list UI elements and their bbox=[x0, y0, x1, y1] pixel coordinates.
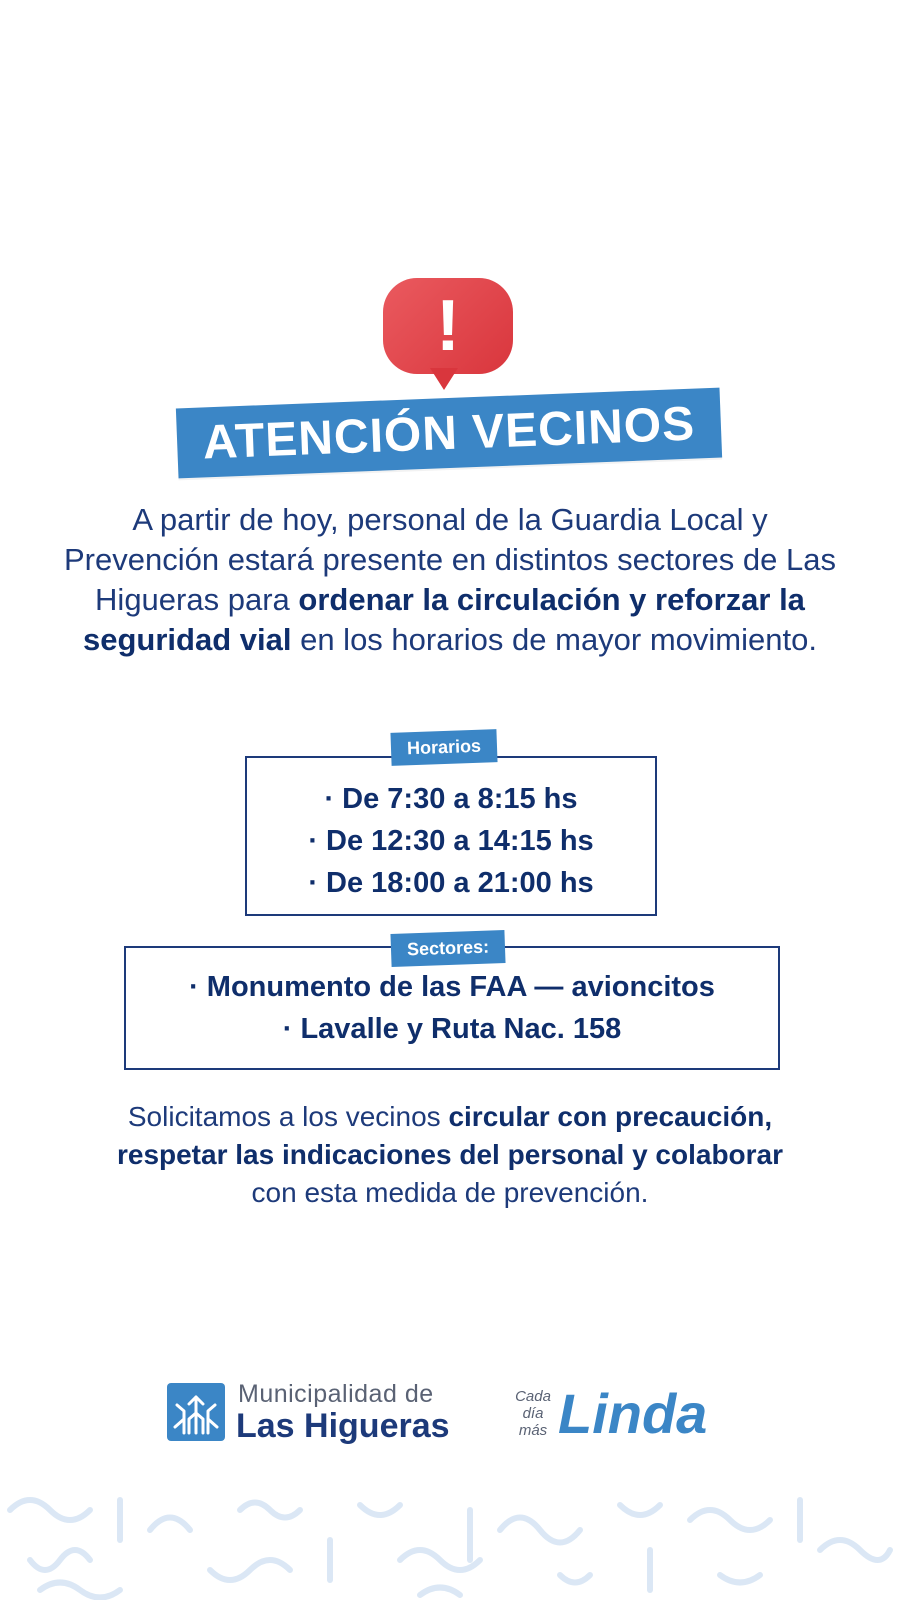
decorative-pattern bbox=[0, 1480, 900, 1600]
tagline-word: día bbox=[522, 1405, 544, 1422]
closing-text-2: con esta medida de prevención. bbox=[251, 1177, 649, 1208]
tagline-big: Linda bbox=[558, 1382, 708, 1445]
tagline-small bbox=[508, 1388, 558, 1439]
closing-bold-1: circular con precaución, respetar las indicaciones del personal y colaborar bbox=[116, 1101, 784, 1170]
schedule-item: · De 12:30 a 14:15 hs bbox=[308, 825, 594, 857]
logo-line-1: Municipalidad de bbox=[238, 1380, 434, 1408]
alert-bubble-tail bbox=[430, 368, 458, 390]
schedule-item: · De 18:00 a 21:00 hs bbox=[308, 867, 594, 899]
intro-text-2: en los horarios de mayor movimiento. bbox=[291, 622, 817, 657]
intro-paragraph bbox=[60, 500, 840, 660]
closing-text-1: Solicitamos a los vecinos bbox=[127, 1101, 449, 1132]
sectors-label: Sectores: bbox=[390, 930, 505, 967]
intro-bold-1: ordenar la circulación y reforzar la seguridad vial bbox=[83, 582, 805, 657]
page-title: ATENCIÓN VECINOS bbox=[176, 388, 722, 479]
logo-line-2: Las Higueras bbox=[236, 1407, 450, 1445]
alert-bubble bbox=[383, 278, 513, 374]
intro-text-1: A partir de hoy, personal de la Guardia Local y Prevención estará presente en distintos sectores de Las Higueras para bbox=[63, 502, 836, 617]
tagline-word: más bbox=[518, 1422, 548, 1439]
sector-item: · Monumento de las FAA — avioncitos bbox=[189, 971, 715, 1003]
schedules-label: Horarios bbox=[390, 729, 497, 766]
sector-item: · Lavalle y Ruta Nac. 158 bbox=[282, 1013, 622, 1045]
tagline-word: Cada bbox=[515, 1388, 551, 1405]
closing-paragraph bbox=[110, 1098, 790, 1212]
exclamation-icon: ! bbox=[436, 286, 460, 366]
schedules-box bbox=[245, 756, 657, 916]
municipal-emblem-icon bbox=[167, 1383, 225, 1441]
schedule-item: · De 7:30 a 8:15 hs bbox=[324, 783, 578, 815]
